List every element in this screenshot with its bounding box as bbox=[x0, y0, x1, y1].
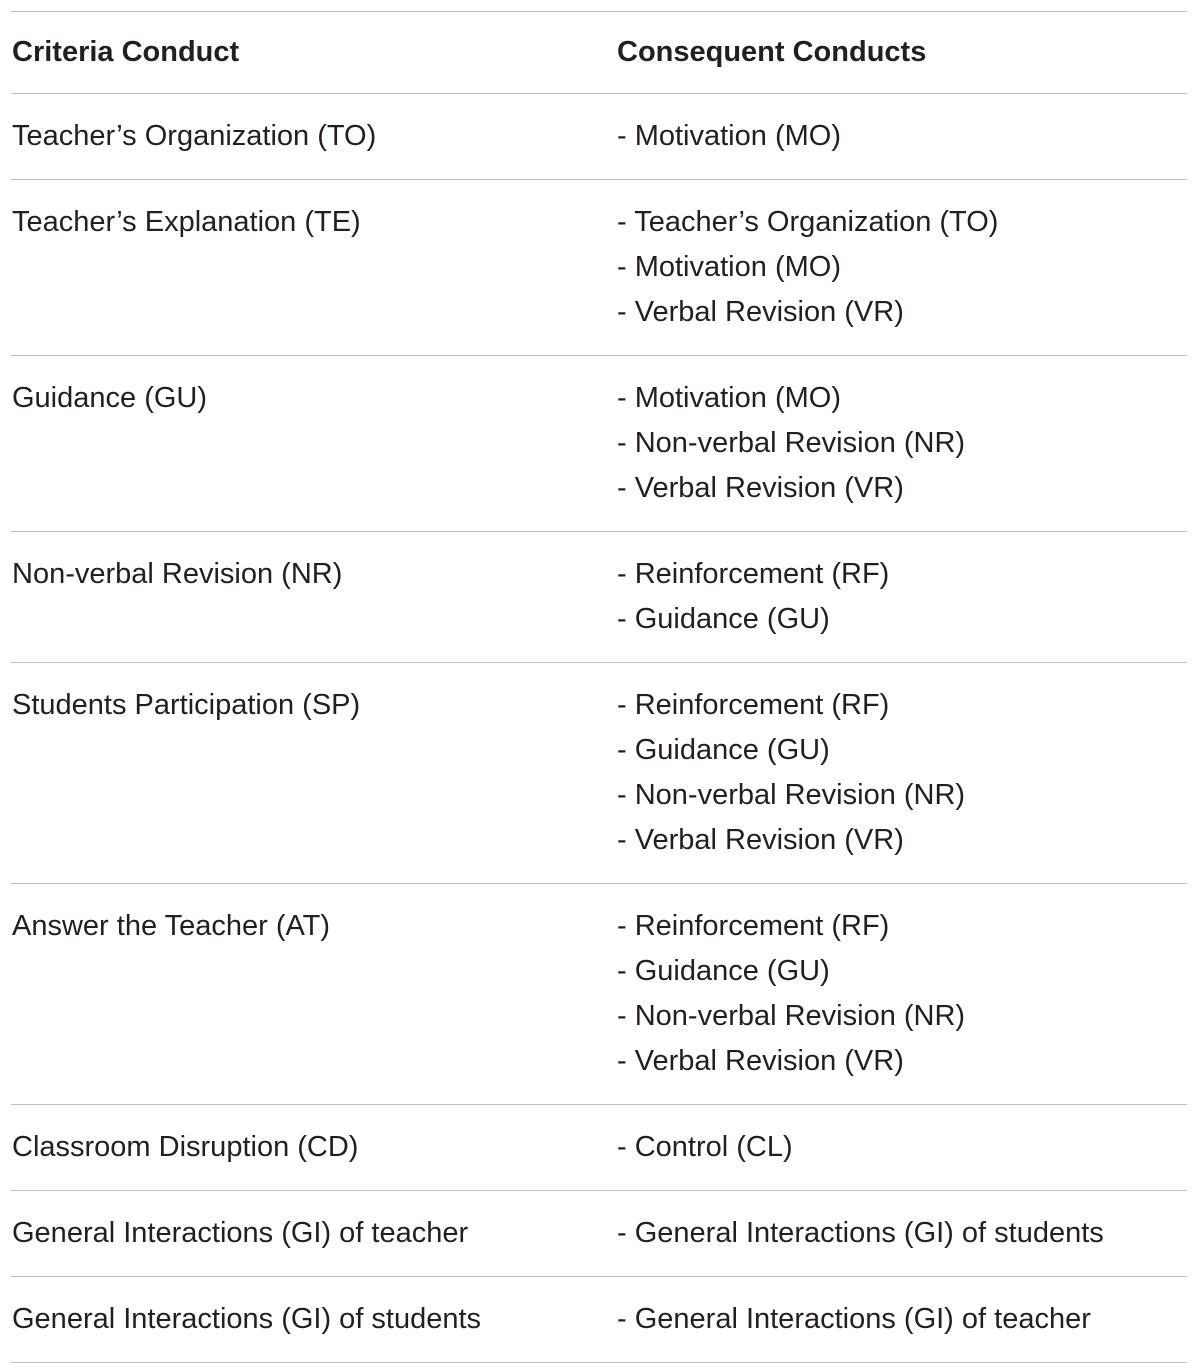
consequent-conduct-item: - Non-verbal Revision (NR) bbox=[617, 779, 966, 811]
consequent-conduct-item: - General Interactions (GI) of students bbox=[617, 1217, 1104, 1249]
table-row bbox=[11, 94, 1187, 180]
consequent-conduct-item: - Non-verbal Revision (NR) bbox=[617, 427, 966, 459]
consequent-conducts-cell bbox=[617, 683, 1187, 863]
consequent-conducts-cell bbox=[617, 200, 1187, 335]
consequent-conduct-item: - Motivation (MO) bbox=[617, 382, 841, 414]
consequent-conduct-item: - Reinforcement (RF) bbox=[617, 689, 890, 721]
consequent-conduct-item: - Verbal Revision (VR) bbox=[617, 296, 904, 328]
consequent-conduct-item: - Motivation (MO) bbox=[617, 251, 841, 283]
consequent-conducts-cell bbox=[617, 1297, 1187, 1342]
table-row bbox=[11, 1277, 1187, 1363]
table-row bbox=[11, 356, 1187, 532]
table-row bbox=[11, 532, 1187, 663]
criteria-conduct-cell: Classroom Disruption (CD) bbox=[12, 1131, 359, 1163]
consequent-conducts-cell bbox=[617, 1125, 1187, 1170]
consequent-conduct-item: - Guidance (GU) bbox=[617, 734, 830, 766]
consequent-conduct-item: - Guidance (GU) bbox=[617, 955, 830, 987]
table-row bbox=[11, 1105, 1187, 1191]
table-row bbox=[11, 1191, 1187, 1277]
consequent-conduct-item: - Reinforcement (RF) bbox=[617, 558, 890, 590]
consequent-conduct-item: - General Interactions (GI) of teacher bbox=[617, 1303, 1091, 1335]
consequent-conduct-item: - Verbal Revision (VR) bbox=[617, 472, 904, 504]
consequent-conduct-item: - Guidance (GU) bbox=[617, 603, 830, 635]
criteria-conduct-cell: Students Participation (SP) bbox=[12, 689, 361, 721]
header-consequent-conducts: Consequent Conducts bbox=[617, 36, 927, 68]
table-row bbox=[11, 180, 1187, 356]
criteria-conduct-cell: General Interactions (GI) of students bbox=[12, 1303, 482, 1335]
consequent-conduct-item: - Teacher’s Organization (TO) bbox=[617, 206, 999, 238]
criteria-conduct-cell: Guidance (GU) bbox=[12, 382, 208, 414]
table-row bbox=[11, 884, 1187, 1105]
criteria-conduct-cell: Teacher’s Organization (TO) bbox=[12, 120, 377, 152]
consequent-conducts-cell bbox=[617, 552, 1187, 642]
criteria-conduct-cell: Answer the Teacher (AT) bbox=[12, 910, 331, 942]
consequent-conduct-item: - Verbal Revision (VR) bbox=[617, 1045, 904, 1077]
criteria-conduct-cell: Non-verbal Revision (NR) bbox=[12, 558, 343, 590]
consequent-conducts-cell bbox=[617, 114, 1187, 159]
consequent-conducts-cell bbox=[617, 376, 1187, 511]
table-header-row bbox=[11, 12, 1187, 94]
consequent-conduct-item: - Motivation (MO) bbox=[617, 120, 841, 152]
header-criteria-conduct: Criteria Conduct bbox=[12, 36, 240, 68]
conduct-table bbox=[11, 11, 1187, 1363]
criteria-conduct-cell: Teacher’s Explanation (TE) bbox=[12, 206, 361, 238]
consequent-conducts-cell bbox=[617, 1211, 1187, 1256]
criteria-conduct-cell: General Interactions (GI) of teacher bbox=[12, 1217, 469, 1249]
consequent-conducts-cell bbox=[617, 904, 1187, 1084]
table-body bbox=[11, 94, 1187, 1363]
consequent-conduct-item: - Verbal Revision (VR) bbox=[617, 824, 904, 856]
table-row bbox=[11, 663, 1187, 884]
consequent-conduct-item: - Reinforcement (RF) bbox=[617, 910, 890, 942]
consequent-conduct-item: - Control (CL) bbox=[617, 1131, 793, 1163]
consequent-conduct-item: - Non-verbal Revision (NR) bbox=[617, 1000, 966, 1032]
